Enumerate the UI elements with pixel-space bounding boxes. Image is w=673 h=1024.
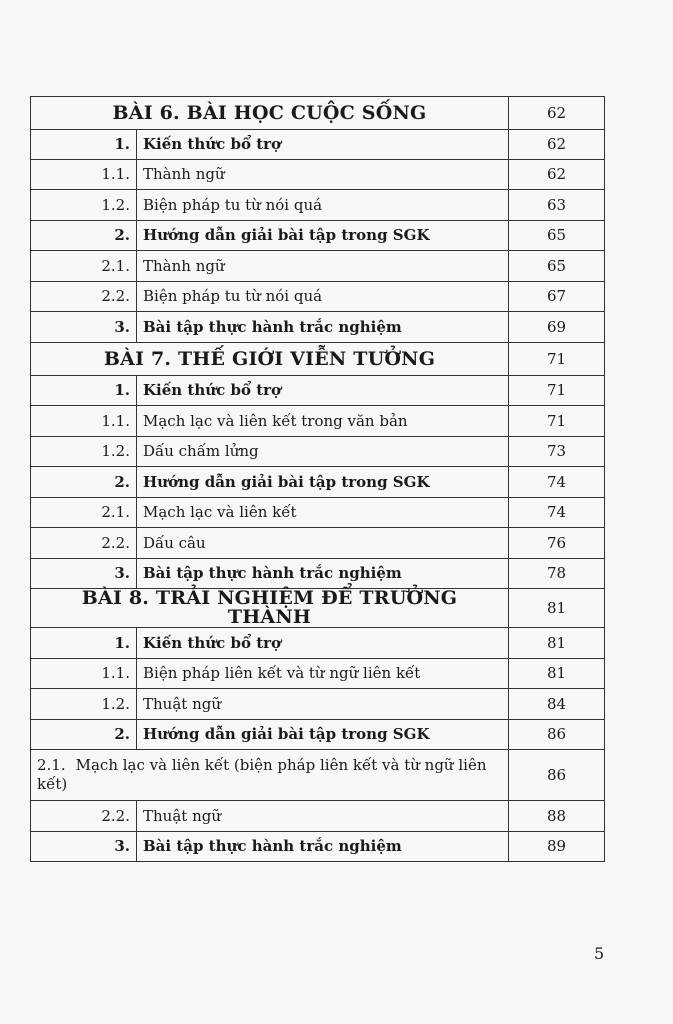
- toc-entry-number: 3.: [31, 312, 137, 343]
- toc-page-number: 81: [509, 628, 605, 659]
- toc-page-number: 62: [509, 130, 605, 160]
- toc-page-number: 71: [509, 406, 605, 437]
- toc-entry-number: 2.2.: [31, 528, 137, 559]
- toc-page-number: 71: [509, 376, 605, 406]
- toc-entry-title: Dấu chấm lửng: [137, 437, 509, 467]
- toc-page-number: 71: [509, 343, 605, 376]
- toc-row: [31, 312, 605, 343]
- toc-entry-title: Biện pháp liên kết và từ ngữ liên kết: [137, 659, 509, 689]
- toc-row: [31, 467, 605, 498]
- toc-entry-number: 2.1.: [31, 498, 137, 528]
- toc-row: [31, 251, 605, 282]
- toc-row: [31, 282, 605, 312]
- toc-page-number: 86: [509, 750, 605, 801]
- table-of-contents: [30, 96, 605, 862]
- toc-entry-title: Bài tập thực hành trắc nghiệm: [137, 832, 509, 862]
- toc-lesson-heading-row: [31, 343, 605, 376]
- toc-row: [31, 376, 605, 406]
- toc-page-number: 89: [509, 832, 605, 862]
- toc-row: [31, 659, 605, 689]
- toc-entry-title: Dấu câu: [137, 528, 509, 559]
- toc-lesson-heading-row: [31, 589, 605, 628]
- toc-entry-title: Bài tập thực hành trắc nghiệm: [137, 559, 509, 589]
- toc-page-number: 63: [509, 190, 605, 221]
- toc-entry-title: Kiến thức bổ trợ: [137, 376, 509, 406]
- toc-row: [31, 498, 605, 528]
- toc-entry-number: 1.1.: [31, 659, 137, 689]
- toc-row: [31, 801, 605, 832]
- toc-entry-number: 1.2.: [31, 437, 137, 467]
- toc-entry-number: 2.1.: [31, 251, 137, 282]
- page-number: 5: [594, 944, 605, 963]
- toc-page-number: 73: [509, 437, 605, 467]
- toc-page-number: 74: [509, 498, 605, 528]
- toc-entry-title: Hướng dẫn giải bài tập trong SGK: [137, 720, 509, 750]
- toc-page-number: 62: [509, 160, 605, 190]
- toc-entry-number: 2.1.: [37, 756, 66, 774]
- toc-entry-title: Hướng dẫn giải bài tập trong SGK: [137, 221, 509, 251]
- toc-page-number: 65: [509, 221, 605, 251]
- toc-page-number: 69: [509, 312, 605, 343]
- toc-page-number: 67: [509, 282, 605, 312]
- toc-entry-number: 1.1.: [31, 160, 137, 190]
- toc-page-number: 81: [509, 659, 605, 689]
- toc-row: [31, 528, 605, 559]
- toc-entry-title: Thuật ngữ: [137, 801, 509, 832]
- toc-page-number: 86: [509, 720, 605, 750]
- toc-row: [31, 406, 605, 437]
- toc-entry-title: Mạch lạc và liên kết (biện pháp liên kết và từ ngữ liên kết): [37, 756, 487, 793]
- toc-entry-title: Kiến thức bổ trợ: [137, 628, 509, 659]
- toc-entry-title: Thuật ngữ: [137, 689, 509, 720]
- toc-row: [31, 437, 605, 467]
- toc-page-number: 88: [509, 801, 605, 832]
- toc-page-number: 74: [509, 467, 605, 498]
- toc-entry-number: 1.2.: [31, 689, 137, 720]
- toc-row: [31, 221, 605, 251]
- toc-entry-number: 2.: [31, 221, 137, 251]
- toc-page-number: 65: [509, 251, 605, 282]
- toc-entry-number: 1.: [31, 628, 137, 659]
- toc-row: [31, 689, 605, 720]
- toc-entry-number: 3.: [31, 559, 137, 589]
- toc-row: [31, 559, 605, 589]
- toc-page-number: 84: [509, 689, 605, 720]
- toc-lesson-title: BÀI 6. BÀI HỌC CUỘC SỐNG: [31, 97, 509, 130]
- toc-entry-number: 1.: [31, 376, 137, 406]
- toc-row: [31, 628, 605, 659]
- toc-lesson-title: BÀI 8. TRẢI NGHIỆM ĐỂ TRƯỞNG THÀNH: [31, 589, 509, 628]
- toc-entry-title: Mạch lạc và liên kết trong văn bản: [137, 406, 509, 437]
- toc-entry-number: 3.: [31, 832, 137, 862]
- toc-entry-title: Thành ngữ: [137, 251, 509, 282]
- toc-row: [31, 130, 605, 160]
- toc-entry-number: 1.1.: [31, 406, 137, 437]
- toc-row: [31, 720, 605, 750]
- toc-entry-title: Bài tập thực hành trắc nghiệm: [137, 312, 509, 343]
- toc-page-number: 81: [509, 589, 605, 628]
- toc-entry-number: 2.2.: [31, 801, 137, 832]
- toc-page-number: 78: [509, 559, 605, 589]
- toc-row: [31, 190, 605, 221]
- toc-entry-title: Kiến thức bổ trợ: [137, 130, 509, 160]
- toc-entry-title: Biện pháp tu từ nói quá: [137, 282, 509, 312]
- toc-page-number: 76: [509, 528, 605, 559]
- toc-page-number: 62: [509, 97, 605, 130]
- toc-entry-title: Thành ngữ: [137, 160, 509, 190]
- toc-lesson-title: BÀI 7. THẾ GIỚI VIỄN TƯỞNG: [31, 343, 509, 376]
- toc-entry-title: Mạch lạc và liên kết: [137, 498, 509, 528]
- toc-entry-wrapped: [31, 750, 509, 801]
- toc-row: [31, 750, 605, 801]
- toc-entry-number: 2.2.: [31, 282, 137, 312]
- toc-entry-title: Hướng dẫn giải bài tập trong SGK: [137, 467, 509, 498]
- toc-entry-number: 2.: [31, 720, 137, 750]
- toc-entry-number: 1.: [31, 130, 137, 160]
- toc-entry-title: Biện pháp tu từ nói quá: [137, 190, 509, 221]
- toc-entry-number: 1.2.: [31, 190, 137, 221]
- toc-entry-number: 2.: [31, 467, 137, 498]
- toc-row: [31, 832, 605, 862]
- toc-row: [31, 160, 605, 190]
- toc-lesson-heading-row: [31, 97, 605, 130]
